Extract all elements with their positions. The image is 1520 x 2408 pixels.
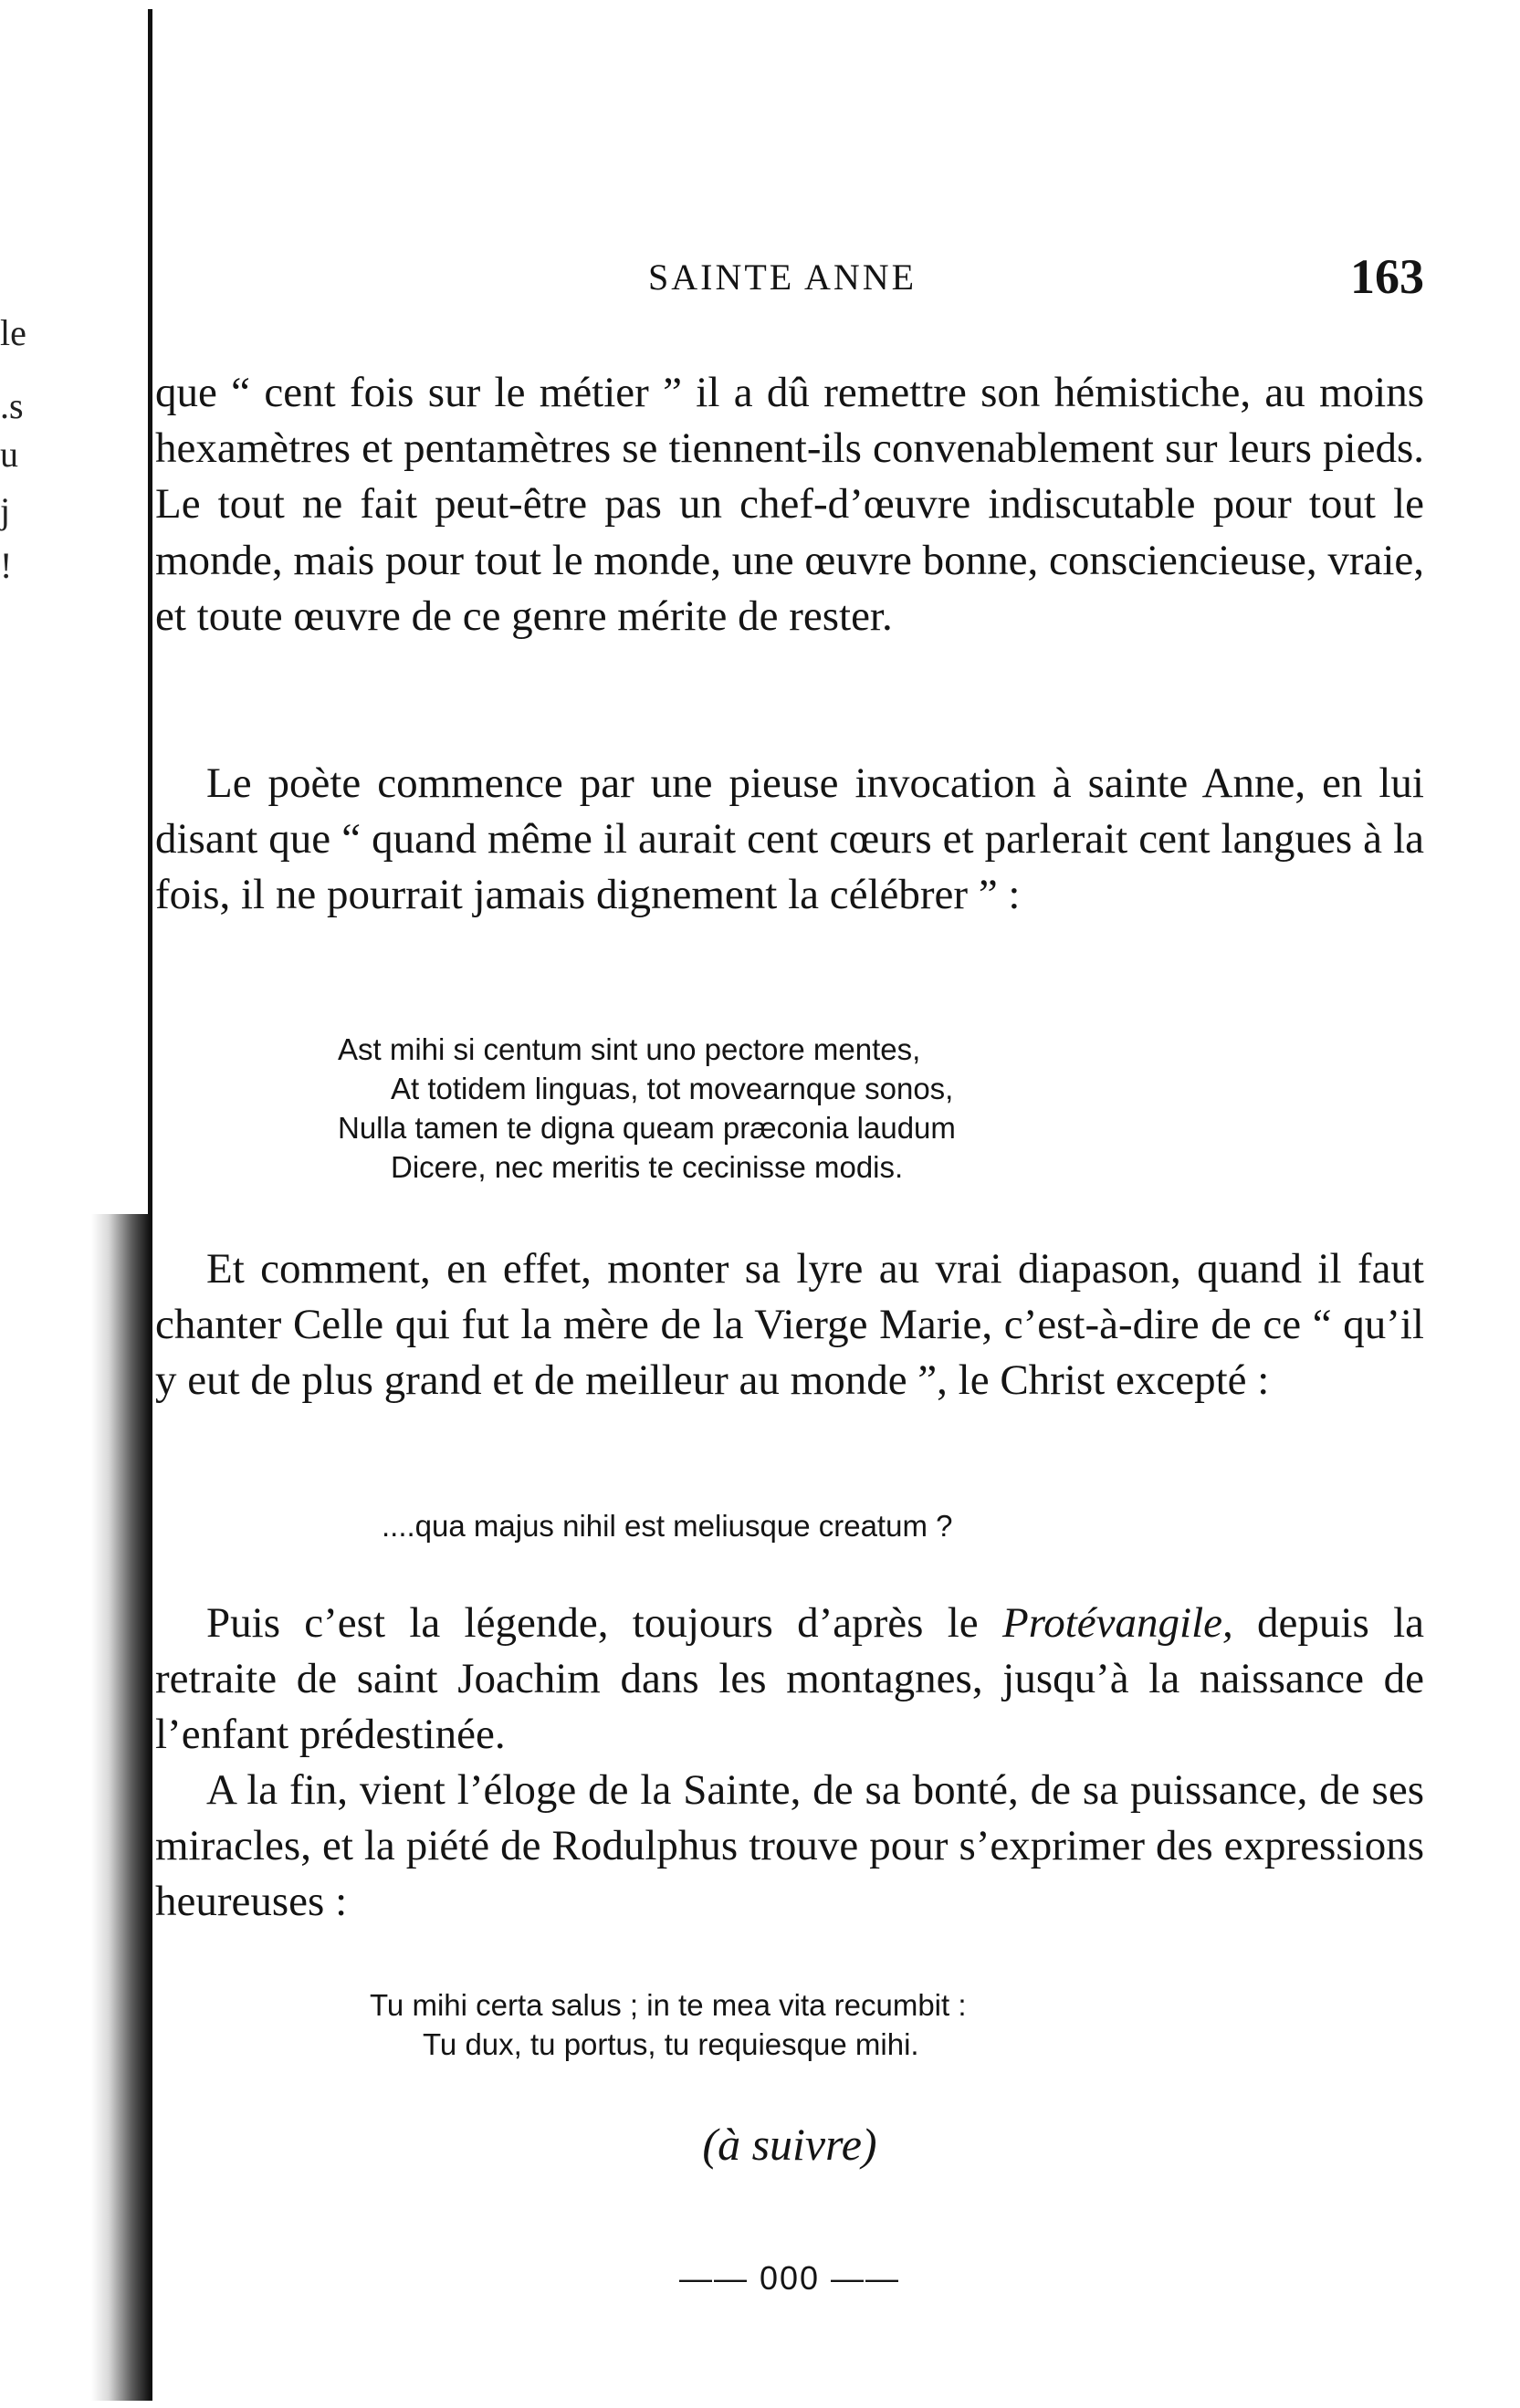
margin-fragment: .s: [0, 385, 24, 426]
margin-fragment: !: [0, 545, 13, 586]
paragraph-4-text-end: depuis la retraite de saint Joachim dans les montagnes, jusqu’à la naissance de l’enfant prédestinée.: [155, 1599, 1424, 1759]
page-number: 163: [1350, 249, 1424, 304]
latin-quote-line: ....qua majus nihil est meliusque creatum ?: [382, 1509, 953, 1543]
paragraph-5-text: A la fin, vient l’éloge de la Sainte, de sa bonté, de sa puissance, de ses miracles, et la piété de Rodulphus trouve pour s’exprimer des expressions heureuses :: [155, 1766, 1424, 1926]
paragraph-3-text: Et comment, en effet, monter sa lyre au vrai diapason, quand il faut chanter Celle qui fut la mère de la Vierge Marie, c’est-à-dire de ce “ qu’il y eut de plus grand et de meilleur au monde ”, le Christ excepté :: [155, 1245, 1424, 1405]
paragraph-1-text: que “ cent fois sur le métier ” il a dû remettre son hémistiche, au moins hexamètres et pentamètres se tiennent-ils convenablement sur leurs pieds. Le tout ne fait peut-être pas un chef-d’œuvre indiscutable pour tout le monde, mais pour tout le monde, une œuvre bonne, consciencieuse, vraie, et toute œuvre de ce genre mérite de rester.: [155, 369, 1425, 640]
paragraph-3: [155, 1241, 1424, 1409]
page-header: [155, 248, 1424, 303]
verse-line: Tu mihi certa salus ; in te mea vita recumbit :: [370, 1988, 967, 2022]
paragraph-1: [155, 365, 1424, 644]
verse-line: At totidem linguas, tot movearnque sonos,: [391, 1072, 954, 1105]
verse-block-2: [370, 1985, 1191, 2064]
margin-fragment: le: [0, 312, 26, 353]
paragraph-4-text-start: Puis c’est la légende, toujours d’après le: [206, 1599, 1002, 1647]
running-title: SAINTE ANNE: [648, 257, 917, 298]
margin-fragment: u: [0, 434, 18, 475]
paragraph-2: [155, 756, 1424, 924]
verse-line: Tu dux, tu portus, tu requiesque mihi.: [423, 2027, 919, 2061]
end-ornament: —— 000 ——: [678, 2259, 901, 2297]
margin-fragment: j: [0, 490, 11, 531]
verse-line: Ast mihi si centum sint uno pectore mentes,: [338, 1032, 921, 1066]
paragraph-2-text: Le poète commence par une pieuse invocation à sainte Anne, en lui disant que “ quand même il aurait cent cœurs et parlerait cent langues à la fois, il ne pourrait jamais dignement la célébrer ” :: [155, 759, 1424, 919]
verse-line: Dicere, nec meritis te cecinisse modis.: [391, 1150, 904, 1184]
work-title-protevangile: Protévangile,: [1001, 1599, 1233, 1647]
verse-line: Nulla tamen te digna queam præconia laudum: [338, 1111, 956, 1145]
paragraph-4: [155, 1596, 1424, 1764]
paragraph-5: [155, 1763, 1424, 1931]
verse-block-1: [338, 1030, 1159, 1187]
to-be-continued: (à suivre): [702, 2119, 877, 2170]
binding-shadow: [91, 1214, 150, 2401]
